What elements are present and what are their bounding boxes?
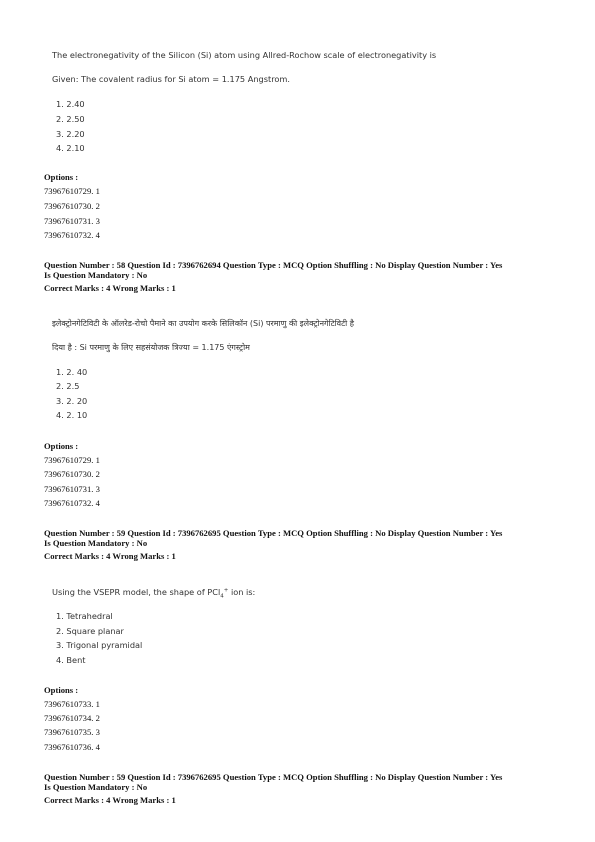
superscript: +: [223, 587, 229, 594]
option-id-1: 73967610733. 1: [44, 699, 100, 709]
option-id-3: 73967610735. 3: [44, 727, 100, 737]
options-label: Options :: [44, 441, 79, 451]
subscript: 4: [220, 593, 224, 600]
question-text-hindi: इलेक्ट्रोनगेटिविटी के ऑलरेड-रोचो पैमाने का उपयोग करके सिलिकॉन (Si) परमाणु की इलेक्ट्रोनगेटिविटी है: [52, 319, 355, 328]
question-text-prefix: Using the VSEPR model, the shape of PCl: [52, 587, 221, 597]
question-mandatory: Is Question Mandatory : No: [44, 270, 148, 280]
choice-1: 1. Tetrahedral: [56, 611, 113, 621]
question-header: Question Number : 58 Question Id : 7396762694 Question Type : MCQ Option Shuffling : No Display Question Number : Yes: [44, 260, 503, 270]
question-text: [52, 587, 255, 600]
choice-1: 1. 2.40: [56, 99, 85, 109]
question-mandatory: Is Question Mandatory : No: [44, 538, 148, 548]
option-id-2: 73967610730. 2: [44, 201, 100, 211]
question-given: Given: The covalent radius for Si atom = 1.175 Angstrom.: [52, 74, 290, 84]
choice-3: 3. 2.20: [56, 129, 85, 139]
question-header: Question Number : 59 Question Id : 7396762695 Question Type : MCQ Option Shuffling : No Display Question Number : Yes: [44, 528, 503, 538]
question-marks: Correct Marks : 4 Wrong Marks : 1: [44, 283, 176, 293]
choice-3: 3. Trigonal pyramidal: [56, 640, 143, 650]
question-given-hindi: दिया है : Si परमाणु के लिए सहसंयोजक त्रिज्या = 1.175 एंगस्ट्रोम: [52, 343, 250, 352]
choice-4: 4. Bent: [56, 655, 86, 665]
choice-3: 3. 2. 20: [56, 396, 88, 406]
option-id-1: 73967610729. 1: [44, 455, 100, 465]
choice-4: 4. 2. 10: [56, 410, 88, 420]
choice-2: 2. 2.5: [56, 381, 80, 391]
choice-1: 1. 2. 40: [56, 367, 88, 377]
option-id-1: 73967610729. 1: [44, 186, 100, 196]
question-text: The electronegativity of the Silicon (Si) atom using Allred-Rochow scale of electronegativity is: [52, 50, 437, 60]
choice-4: 4. 2.10: [56, 143, 85, 153]
question-marks: Correct Marks : 4 Wrong Marks : 1: [44, 551, 176, 561]
options-label: Options :: [44, 685, 79, 695]
choice-2: 2. Square planar: [56, 626, 124, 636]
question-mandatory: Is Question Mandatory : No: [44, 782, 148, 792]
question-text-suffix: ion is:: [228, 587, 256, 597]
options-label: Options :: [44, 172, 79, 182]
option-id-2: 73967610730. 2: [44, 469, 100, 479]
option-id-4: 73967610732. 4: [44, 498, 100, 508]
option-id-2: 73967610734. 2: [44, 713, 100, 723]
question-marks: Correct Marks : 4 Wrong Marks : 1: [44, 795, 176, 805]
question-header: Question Number : 59 Question Id : 7396762695 Question Type : MCQ Option Shuffling : No Display Question Number : Yes: [44, 772, 503, 782]
option-id-3: 73967610731. 3: [44, 216, 100, 226]
option-id-4: 73967610732. 4: [44, 230, 100, 240]
option-id-3: 73967610731. 3: [44, 484, 100, 494]
choice-2: 2. 2.50: [56, 114, 85, 124]
option-id-4: 73967610736. 4: [44, 742, 100, 752]
